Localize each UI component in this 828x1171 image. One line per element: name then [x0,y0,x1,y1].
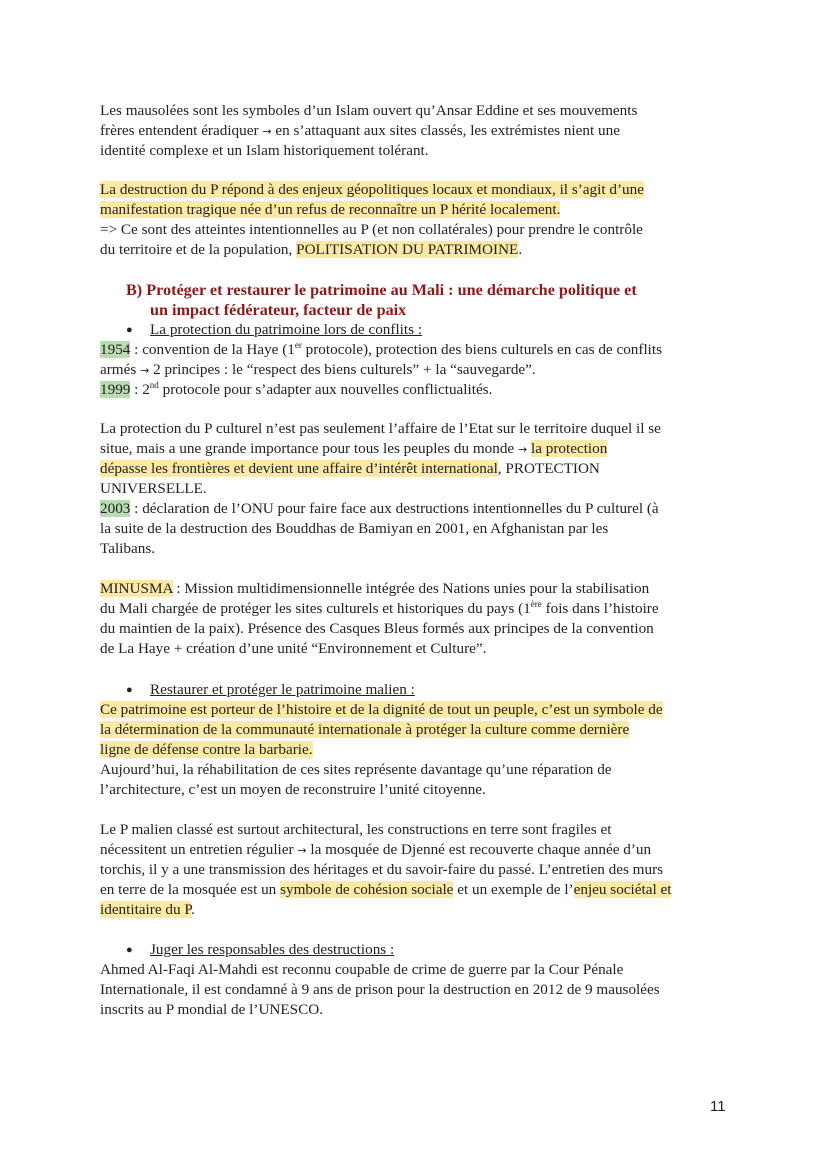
text-line: 1954 : convention de la Haye (1er protocole), protection des biens culturels en cas de conflits [100,339,663,358]
highlight: la protection [531,440,608,457]
text-line: Le P malien classé est surtout architectural, les constructions en terre sont fragiles et [100,821,612,838]
text-line: frères entendent éradiquer → en s’attaquant aux sites classés, les extrémistes nient une [100,122,620,139]
text-line [100,700,663,720]
highlight: identitaire du P [100,901,192,918]
text-line: nécessitent un entretien régulier → la mosquée de Djenné est recouverte chaque année d’un [100,841,652,858]
arrow-icon: → [262,125,272,138]
highlight: POLITISATION DU PATRIMOINE [296,241,519,258]
bullet-title: Restaurer et protéger le patrimoine malien : [150,681,415,698]
text-line: Aujourd’hui, la réhabilitation de ces sites représente davantage qu’une réparation de [100,761,612,778]
text-line [100,200,560,220]
text-line: UNIVERSELLE. [100,480,207,497]
bullet-icon: ● [126,684,133,696]
bullet-icon: ● [126,324,133,336]
text-line: inscrits au P mondial de l’UNESCO. [100,1001,324,1018]
text-line [100,740,313,760]
highlight: la détermination de la communauté internationale à protéger la culture comme dernière [100,721,630,738]
text-line: dépasse les frontières et devient une affaire d’intérêt international, PROTECTION [100,460,600,477]
text-line: armés → 2 principes : le “respect des biens culturels” + la “sauvegarde”. [100,361,536,378]
text-line: du territoire et de la population, POLITISATION DU PATRIMOINE. [100,241,523,258]
text-line: l’architecture, c’est un moyen de reconstruire l’unité citoyenne. [100,781,486,798]
text-line: Talibans. [100,540,156,557]
text-line: Ahmed Al-Faqi Al-Mahdi est reconnu coupable de crime de guerre par la Cour Pénale [100,961,624,978]
highlight: enjeu sociétal et [573,881,672,898]
text-line: situe, mais a une grande importance pour tous les peuples du monde → la protection [100,440,608,457]
date-highlight: 2003 [100,500,131,517]
date-highlight: 1999 [100,381,131,398]
bullet-title: La protection du patrimoine lors de conflits : [150,321,423,338]
arrow-icon: → [517,443,528,456]
highlight: ligne de défense contre la barbarie. [100,741,313,758]
bullet-icon: ● [126,944,133,956]
section-heading: B) Protéger et restaurer le patrimoine au Mali : une démarche politique et [126,281,637,299]
highlight: La destruction du P répond à des enjeux géopolitiques locaux et mondiaux, il s’agit d’une [100,181,644,198]
bullet-title: Juger les responsables des destructions : [150,941,395,958]
text-line: => Ce sont des atteintes intentionnelles au P (et non collatérales) pour prendre le contrôle [100,221,643,238]
arrow-icon: → [140,364,150,377]
arrow-icon: → [297,844,307,857]
text-line: du Mali chargée de protéger les sites culturels et historiques du pays (1ère fois dans l’histoire [100,598,659,617]
highlight: Ce patrimoine est porteur de l’histoire et de la dignité de tout un peuple, c’est un symbole de [100,701,663,718]
text-line: Internationale, il est condamné à 9 ans de prison pour la destruction en 2012 de 9 mausolées [100,981,660,998]
highlight: symbole de cohésion sociale [280,881,454,898]
text-line: du maintien de la paix). Présence des Casques Bleus formés aux principes de la convention [100,620,654,637]
highlight: dépasse les frontières et devient une affaire d’intérêt international [100,460,498,477]
text-line: 2003 : déclaration de l’ONU pour faire face aux destructions intentionnelles du P culturel (à [100,500,659,517]
text-line: de La Haye + création d’une unité “Environnement et Culture”. [100,640,487,657]
text-line: La protection du P culturel n’est pas seulement l’affaire de l’Etat sur le territoire duquel il se [100,420,661,437]
text-line: 1999 : 2nd protocole pour s’adapter aux nouvelles conflictualités. [100,379,493,398]
text-line: MINUSMA : Mission multidimensionnelle intégrée des Nations unies pour la stabilisation [100,580,650,597]
section-heading: un impact fédérateur, facteur de paix [150,301,407,319]
text-line [100,180,644,200]
text-line: identitaire du P. [100,901,195,918]
page-number: 11 [710,1098,726,1115]
text-line: en terre de la mosquée est un symbole de cohésion sociale et un exemple de l’enjeu sociétal et [100,881,672,898]
text-line: Les mausolées sont les symboles d’un Islam ouvert qu’Ansar Eddine et ses mouvements [100,102,638,119]
text-line: torchis, il y a une transmission des héritages et du savoir-faire du passé. L’entretien des murs [100,861,664,878]
date-highlight: 1954 [100,341,131,358]
text-line [100,720,629,740]
highlight: manifestation tragique née d’un refus de reconnaître un P hérité localement. [100,201,561,218]
text-line: la suite de la destruction des Bouddhas de Bamiyan en 2001, en Afghanistan par les [100,520,609,537]
text-line: identité complexe et un Islam historiquement tolérant. [100,142,429,159]
highlight: MINUSMA [100,580,173,597]
